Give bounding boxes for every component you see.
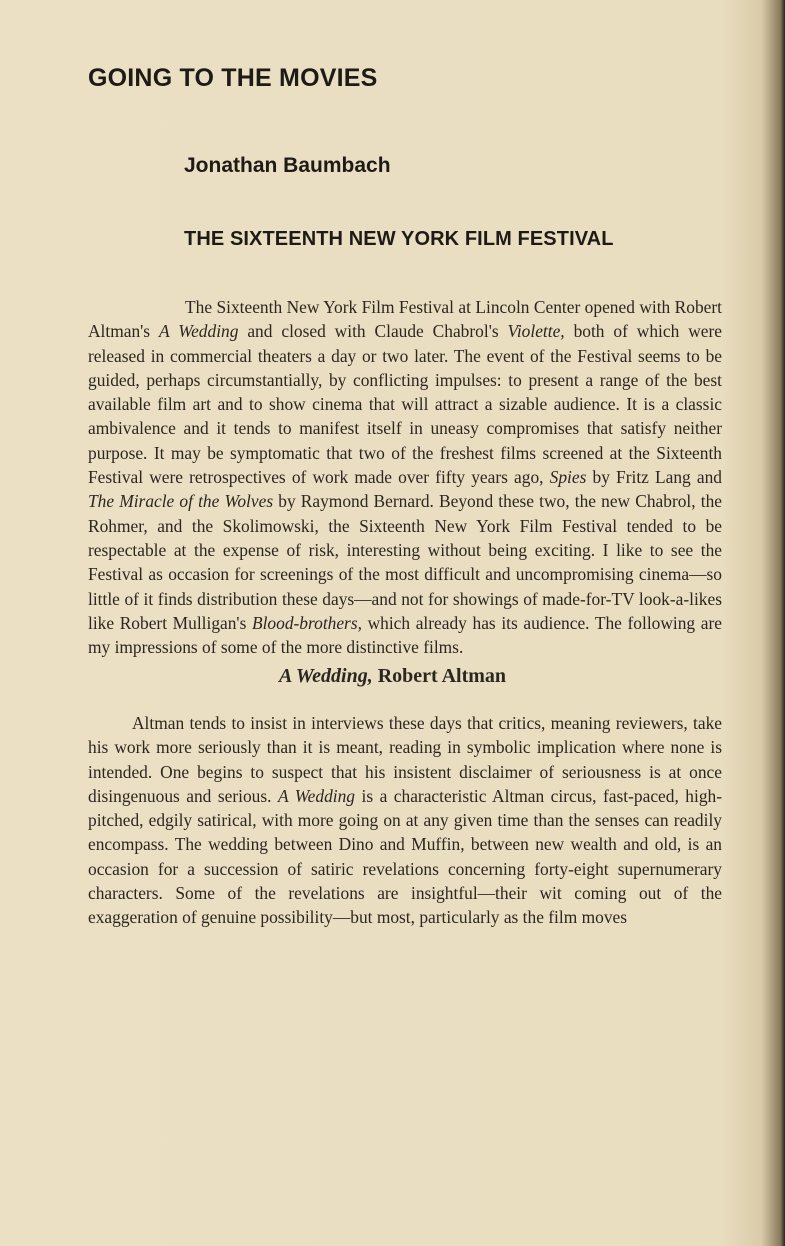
text-run: which already has its audience. The following are my impressions of some of the more distinctive films.	[88, 612, 722, 658]
film-title: A Wedding	[158, 321, 239, 342]
text-run: is a characteristic Altman circus, fast-paced, high-pitched, edgily satirical, with more going on at any given time than the senses can readily encompass. The wedding between Dino and Muffin, between new wealth and old, is an occasion for a succession of satiric revelations concerning forty-eight supernumerary characters. Some of the revelations are insightful—their wit coming out of the exaggeration of genuine possibility—but most, particularly as the film moves	[88, 785, 723, 928]
text-run: and closed with Claude Chabrol's	[238, 321, 508, 342]
section-title: GOING TO THE MOVIES	[88, 64, 378, 92]
text-run: The Sixteenth New York Film Festival at Lincoln Center opened with Robert Altman's	[88, 297, 722, 342]
body-paragraph-1	[88, 295, 722, 659]
body-paragraph-2	[88, 711, 722, 930]
text-run: by Raymond Bernard. Beyond these two, the new Chabrol, the Rohmer, and the Skolimowski, the Sixteenth New York Film Festival tended to be respectable at the expense of risk, interesting without being exciting. I like to see the Festival as occasion for screenings of the most difficult and uncompromising cinema—so little of it finds distribution these days—and not for showings of made-for-TV look-a-likes like Robert Mulligan's	[88, 491, 723, 633]
text-run: Altman tends to insist in interviews these days that critics, meaning reviewers, take his work more seriously than it is meant, reading in symbolic implication where none is intended. One begins to suspect that his insistent disclaimer of seriousness is at once disingenuous and serious.	[88, 713, 722, 806]
text-run: by Fritz Lang and	[586, 467, 722, 488]
subheading-film-title: A Wedding,	[278, 665, 373, 687]
subheading-director: Robert Altman	[372, 665, 507, 687]
text-run: both of which were released in commercial theaters a day or two later. The event of the Festival seems to be guided, perhaps circumstantially, by conflicting impulses: to present a range of the best available film art and to show cinema that will attract a sizable audience. It is a classic ambivalence and it tends to manifest itself in uneasy compromises that satisfy neither purpose. It may be symptomatic that two of the freshest films screened at the Sixteenth Festival were retrospectives of work made over fifty years ago,	[88, 321, 722, 488]
film-subheading	[0, 665, 785, 688]
film-title: Violette,	[507, 321, 565, 342]
author-name: Jonathan Baumbach	[184, 154, 391, 177]
film-title: Spies	[549, 467, 587, 488]
film-title: Blood-brothers,	[251, 612, 362, 633]
article-title: THE SIXTEENTH NEW YORK FILM FESTIVAL	[184, 228, 614, 250]
film-title: The Miracle of the Wolves	[88, 491, 274, 512]
film-title: A Wedding	[277, 785, 356, 806]
